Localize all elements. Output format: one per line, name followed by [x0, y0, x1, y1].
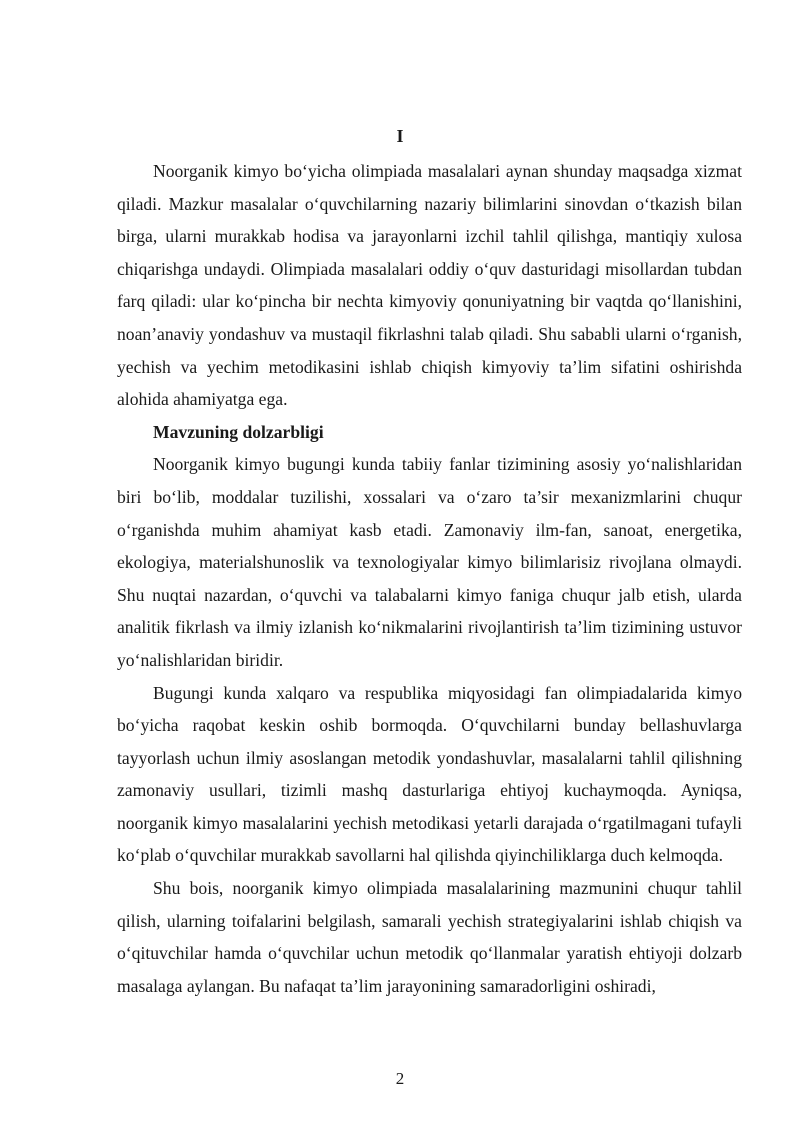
section-title: Mavzuning dolzarbligi — [153, 421, 324, 442]
relevance-paragraph-1: Noorganik kimyo bugungi kunda tabiiy fanlar tizimining asosiy yo‘nalishlaridan biri bo‘lib, moddalar tuzilishi, xossalari va o‘zaro ta’sir mexanizmlarini chuqur o‘rganishda muhim ahamiyat kasb etadi. Zamonaviy ilm-fan, sanoat, energetika, ekologiya, materialshunoslik va texnologiyalar kimyo bilimlarisiz rivojlana olmaydi. Shu nuqtai nazardan, o‘quvchi va talabalarni kimyo faniga chuqur jalb etish, ularda analitik fikrlash va ilmiy izlanish ko‘nikmalarini rivojlantirish ta’lim tizimining ustuvor yo‘nalishlaridan biridir. — [117, 454, 742, 670]
heading-fragment: I — [396, 126, 404, 146]
intro-paragraph: Noorganik kimyo bo‘yicha olimpiada masalalari aynan shunday maqsadga xizmat qiladi. Mazkur masalalar o‘quvchilarning nazariy bilimlarini sinovdan o‘tkazish bilan birga, ularni murakkab hodisa va jarayonlarni izchil tahlil qilishga, mantiqiy xulosa chiqarishga undaydi. Olimpiada masalalari oddiy o‘quv dasturidagi misollardan tubdan farq qiladi: ular ko‘pincha bir nechta kimyoviy qonuniyatning bir vaqtda qo‘llanishini, noan’anaviy yondashuv va mustaqil fikrlashni talab qiladi. Shu sababli ularni o‘rganish, yechish va yechim metodikasini ishlab chiqish kimyoviy ta’lim sifatini oshirishda alohida ahamiyatga ega. — [117, 161, 742, 410]
document-body — [117, 155, 742, 1002]
page-number: 2 — [395, 1069, 405, 1088]
relevance-paragraph-3: Shu bois, noorganik kimyo olimpiada masalalarining mazmunini chuqur tahlil qilish, ularning toifalarini belgilash, samarali yechish strategiyalarini ishlab chiqish va o‘qituvchilar hamda o‘quvchilar uchun metodik qo‘llanmalar yaratish ehtiyoji dolzarb masalaga aylangan. Bu nafaqat ta’lim jarayonining samaradorligini oshiradi, — [117, 878, 742, 996]
relevance-paragraph-2: Bugungi kunda xalqaro va respublika miqyosidagi fan olimpiadalarida kimyo bo‘yicha raqobat keskin oshib bormoqda. O‘quvchilarni bunday bellashuvlarga tayyorlash uchun ilmiy asoslangan metodik yondashuvlar, masalalarni tahlil qilishning zamonaviy usullari, tizimli mashq dasturlariga ehtiyoj kuchaymoqda. Ayniqsa, noorganik kimyo masalalarini yechish metodikasi yetarli darajada o‘rgatilmagani tufayli ko‘plab o‘quvchilar murakkab savollarni hal qilishda qiyinchiliklarga duch kelmoqda. — [117, 682, 742, 866]
